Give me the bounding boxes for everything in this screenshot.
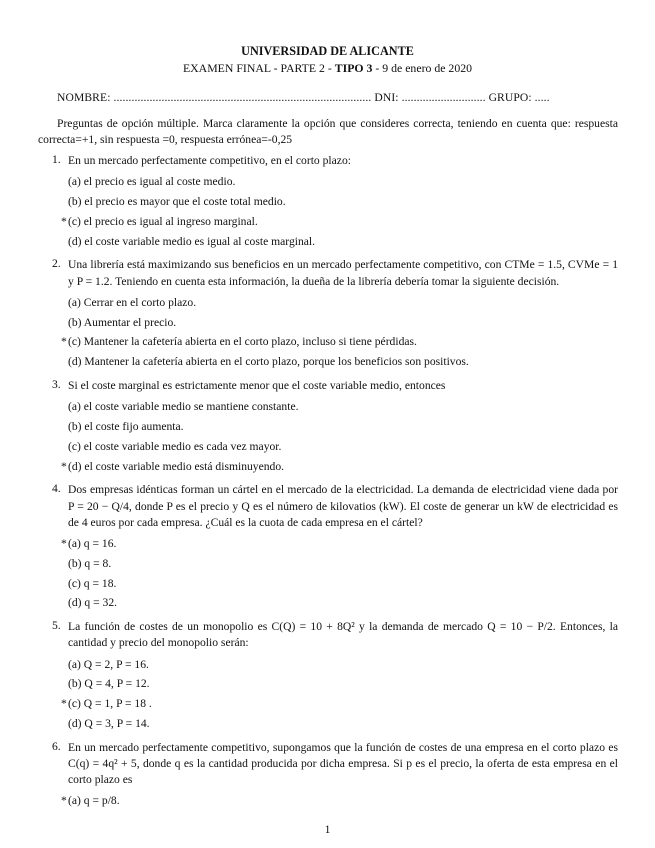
answer-option[interactable] bbox=[68, 554, 618, 574]
question bbox=[38, 257, 618, 372]
subtitle-prefix: EXAMEN FINAL - PARTE 2 - bbox=[182, 61, 335, 75]
student-fields: NOMBRE: ...................................................................................... DNI: ............................ GRUPO: ..... bbox=[57, 91, 550, 104]
correct-mark: * bbox=[61, 536, 67, 550]
answer-option[interactable] bbox=[61, 791, 618, 811]
question bbox=[38, 740, 618, 811]
answer-option[interactable] bbox=[68, 574, 618, 594]
question bbox=[38, 153, 618, 251]
option-label: (b) el coste fijo aumenta. bbox=[68, 419, 184, 433]
answer-option[interactable] bbox=[68, 417, 618, 437]
question-number: 1. bbox=[52, 153, 61, 166]
question-number: 4. bbox=[52, 482, 61, 496]
answer-option[interactable] bbox=[68, 397, 618, 417]
option-label: (d) el coste variable medio es igual al coste marginal. bbox=[68, 234, 316, 248]
option-label: (a) el precio es igual al coste medio. bbox=[68, 175, 236, 189]
option-label: (b) Q = 4, P = 12. bbox=[68, 677, 150, 691]
answer-option[interactable] bbox=[68, 172, 618, 192]
exam-date: - 9 de enero de 2020 bbox=[372, 61, 473, 75]
option-label: (a) el coste variable medio se mantiene constante. bbox=[68, 400, 299, 414]
option-label: (b) el precio es mayor que el coste total medio. bbox=[68, 195, 286, 208]
option-label: (d) el coste variable medio está disminuyendo. bbox=[68, 459, 285, 473]
option-label: (c) el coste variable medio es cada vez mayor. bbox=[68, 439, 282, 453]
answer-option[interactable] bbox=[68, 352, 618, 372]
option-label: (a) q = p/8. bbox=[68, 794, 120, 808]
option-label: (c) Mantener la cafetería abierta en el corto plazo, incluso si tiene pérdidas. bbox=[68, 335, 417, 349]
question-number: 6. bbox=[52, 739, 61, 753]
question-text: Una librería está maximizando sus beneficios en un mercado perfectamente competitivo, con CTMe = 1.5, CVMe = 1 y P = 1.2. Teniendo en cuenta esta información, la dueña de la librería debería tomar la siguiente decisión. bbox=[68, 258, 618, 288]
question-text: La función de costes de un monopolio es C(Q) = 10 + 8Q² y la demanda de mercado Q = 10 − P/2. Entonces, la cantidad y precio del monopolio serán: bbox=[68, 620, 618, 650]
answer-option[interactable] bbox=[61, 332, 618, 352]
answer-option[interactable] bbox=[68, 192, 618, 212]
question bbox=[38, 619, 618, 734]
answer-option[interactable] bbox=[61, 212, 618, 232]
option-label: (b) q = 8. bbox=[68, 556, 112, 570]
question-text: En un mercado perfectamente competitivo, en el corto plazo: bbox=[68, 154, 351, 167]
correct-mark: * bbox=[61, 697, 67, 711]
option-label: (b) Aumentar el precio. bbox=[68, 315, 177, 329]
question-list bbox=[38, 153, 618, 817]
option-label: (d) Q = 3, P = 14. bbox=[68, 716, 150, 730]
exam-type: TIPO 3 bbox=[334, 61, 373, 75]
correct-mark: * bbox=[61, 335, 67, 349]
answer-option[interactable] bbox=[68, 313, 618, 333]
option-label: (a) Q = 2, P = 16. bbox=[68, 657, 149, 671]
question-number: 5. bbox=[52, 619, 61, 633]
option-label: (d) q = 32. bbox=[68, 596, 118, 610]
option-label: (c) el precio es igual al ingreso marginal. bbox=[68, 214, 258, 228]
question-number: 2. bbox=[52, 257, 61, 271]
question-text: Dos empresas idénticas forman un cártel en el mercado de la electricidad. La demanda de electricidad viene dada por P = 20 − Q/4, donde P es el precio y Q es el número de kilovatios (kW). El coste de generar un kW de electricidad es de 4 euros por cada empresa. ¿Cuál es la cuota de cada empresa en el cártel? bbox=[68, 483, 618, 529]
correct-mark: * bbox=[61, 214, 67, 228]
option-label: (a) Cerrar en el corto plazo. bbox=[68, 295, 197, 309]
question-number: 3. bbox=[52, 377, 61, 391]
answer-option[interactable] bbox=[68, 674, 618, 694]
question-text: Si el coste marginal es estrictamente menor que el coste variable medio, entonces bbox=[68, 378, 446, 392]
answer-option[interactable] bbox=[61, 457, 618, 477]
answer-option[interactable] bbox=[61, 534, 618, 554]
answer-option[interactable] bbox=[68, 232, 618, 252]
answer-option[interactable] bbox=[68, 593, 618, 613]
university-title: UNIVERSIDAD DE ALICANTE bbox=[241, 44, 414, 58]
answer-option[interactable] bbox=[68, 293, 618, 313]
option-label: (c) Q = 1, P = 18 . bbox=[68, 697, 152, 711]
answer-option[interactable] bbox=[68, 714, 618, 734]
option-label: (d) Mantener la cafetería abierta en el corto plazo, porque los beneficios son positivos. bbox=[68, 355, 469, 369]
correct-mark: * bbox=[61, 794, 67, 808]
question bbox=[38, 378, 618, 476]
page-number: 1 bbox=[324, 823, 331, 836]
question-text: En un mercado perfectamente competitivo, supongamos que la función de costes de una empresa en el corto plazo es C(q) = 4q² + 5, donde q es la cantidad producida por dicha empresa. Si p es el precio, la oferta de esta empresa en el corto plazo es bbox=[68, 740, 618, 787]
correct-mark: * bbox=[61, 459, 67, 473]
answer-option[interactable] bbox=[61, 694, 618, 714]
option-label: (a) q = 16. bbox=[68, 536, 117, 550]
answer-option[interactable] bbox=[68, 655, 618, 675]
instructions: Preguntas de opción múltiple. Marca claramente la opción que consideres correcta, teniendo en cuenta que: respuesta correcta=+1, sin respuesta =0, respuesta errónea=-0,25 bbox=[38, 117, 618, 146]
option-label: (c) q = 18. bbox=[68, 576, 117, 590]
question bbox=[38, 482, 618, 613]
answer-option[interactable] bbox=[68, 437, 618, 457]
exam-subtitle bbox=[0, 61, 655, 76]
